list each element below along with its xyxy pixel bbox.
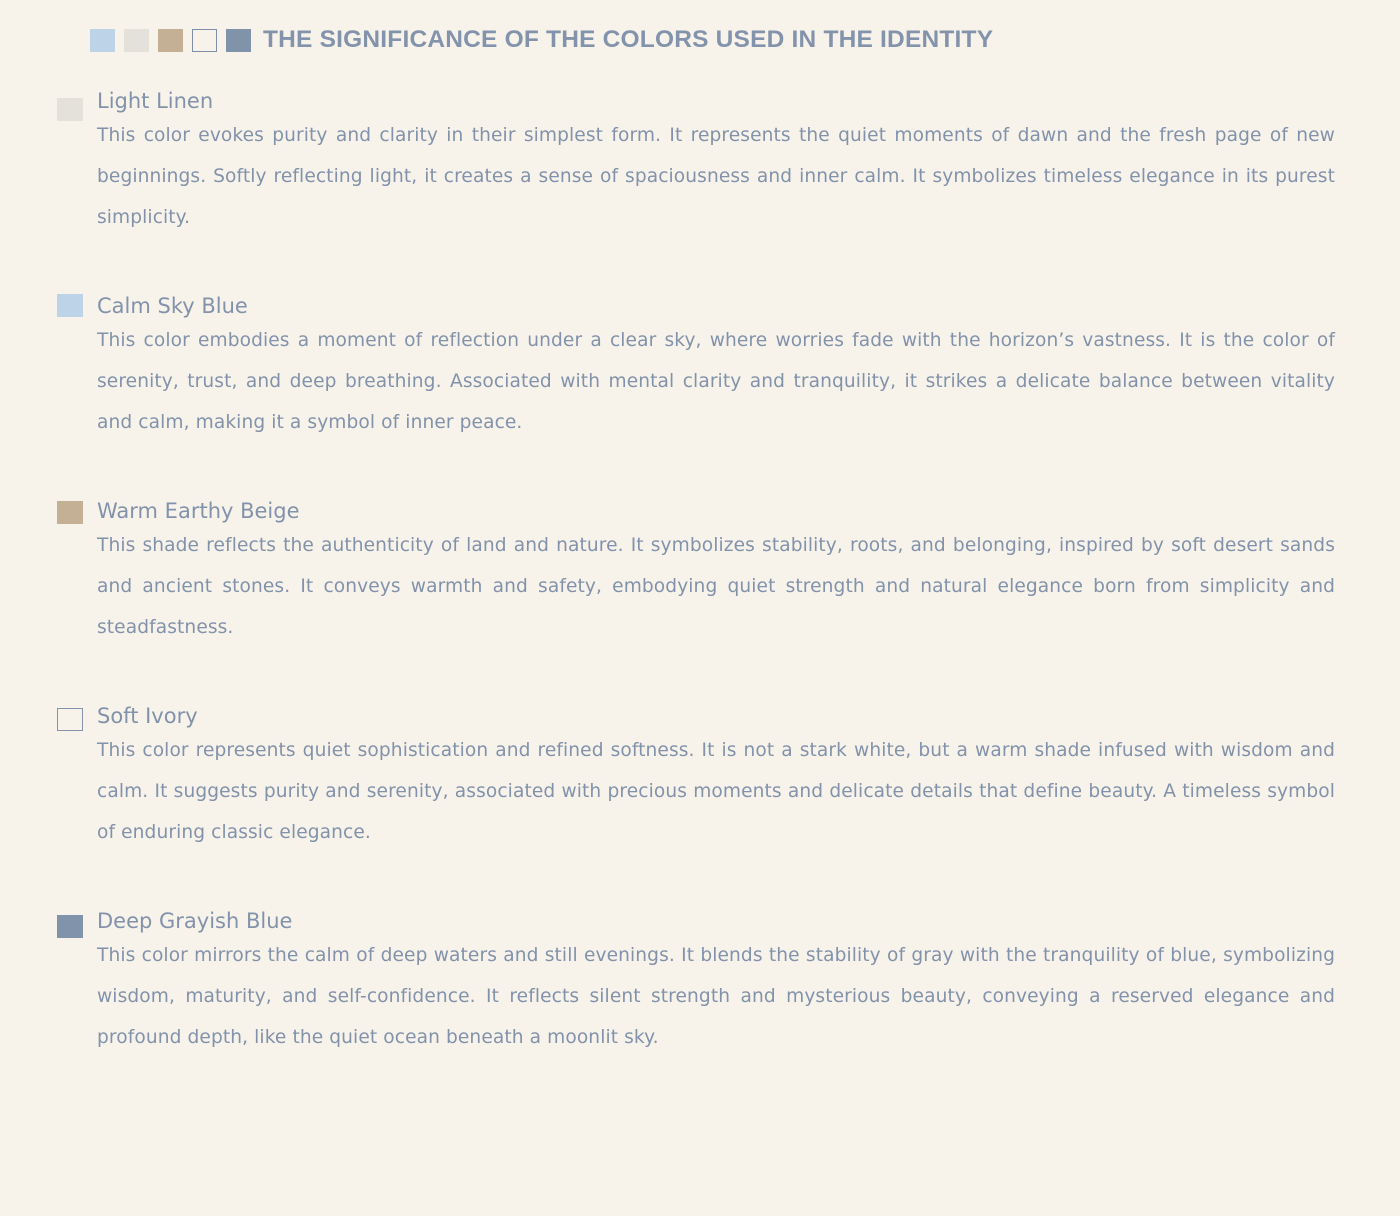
page-title: THE SIGNIFICANCE OF THE COLORS USED IN THE IDENTITY bbox=[263, 26, 994, 53]
color-swatch bbox=[57, 915, 83, 938]
header-swatch-ivory bbox=[192, 29, 217, 52]
header-swatch-linen bbox=[124, 29, 149, 52]
color-description: This color evokes purity and clarity in their simplest form. It represents the quiet moments of dawn and the fresh page of new beginnings. Softly reflecting light, it creates a sense of spaciousness and inner calm. It symbolizes timeless elegance in its purest simplicity. bbox=[97, 125, 1335, 228]
header-swatch-grayish-blue bbox=[226, 29, 251, 52]
color-swatch bbox=[57, 501, 83, 524]
color-name: Soft Ivory bbox=[97, 704, 198, 728]
color-description: This shade reflects the authenticity of land and nature. It symbolizes stability, roots, and belonging, inspired by soft desert sands and ancient stones. It conveys warmth and safety, embodying quiet strength and natural elegance born from simplicity and steadfastness. bbox=[97, 535, 1335, 638]
header-swatch-sky-blue bbox=[90, 29, 115, 52]
color-swatch bbox=[57, 294, 83, 317]
color-name: Warm Earthy Beige bbox=[97, 499, 300, 523]
header-palette bbox=[90, 29, 260, 52]
color-name: Calm Sky Blue bbox=[97, 294, 248, 318]
color-name: Light Linen bbox=[97, 89, 214, 113]
page-header bbox=[90, 26, 993, 54]
color-name: Deep Grayish Blue bbox=[97, 909, 293, 933]
color-description: This color embodies a moment of reflection under a clear sky, where worries fade with the horizon’s vastness. It is the color of serenity, trust, and deep breathing. Associated with mental clarity and tranquility, it strikes a delicate balance between vitality and calm, making it a symbol of inner peace. bbox=[97, 330, 1335, 433]
color-description: This color represents quiet sophistication and refined softness. It is not a stark white, but a warm shade infused with wisdom and calm. It suggests purity and serenity, associated with precious moments and delicate details that define beauty. A timeless symbol of enduring classic elegance. bbox=[97, 740, 1335, 843]
color-swatch bbox=[57, 98, 83, 121]
color-description: This color mirrors the calm of deep waters and still evenings. It blends the stability of gray with the tranquility of blue, symbolizing wisdom, maturity, and self-confidence. It reflects silent strength and mysterious beauty, conveying a reserved elegance and profound depth, like the quiet ocean beneath a moonlit sky. bbox=[97, 945, 1335, 1048]
color-swatch bbox=[57, 708, 83, 731]
header-swatch-beige bbox=[158, 29, 183, 52]
